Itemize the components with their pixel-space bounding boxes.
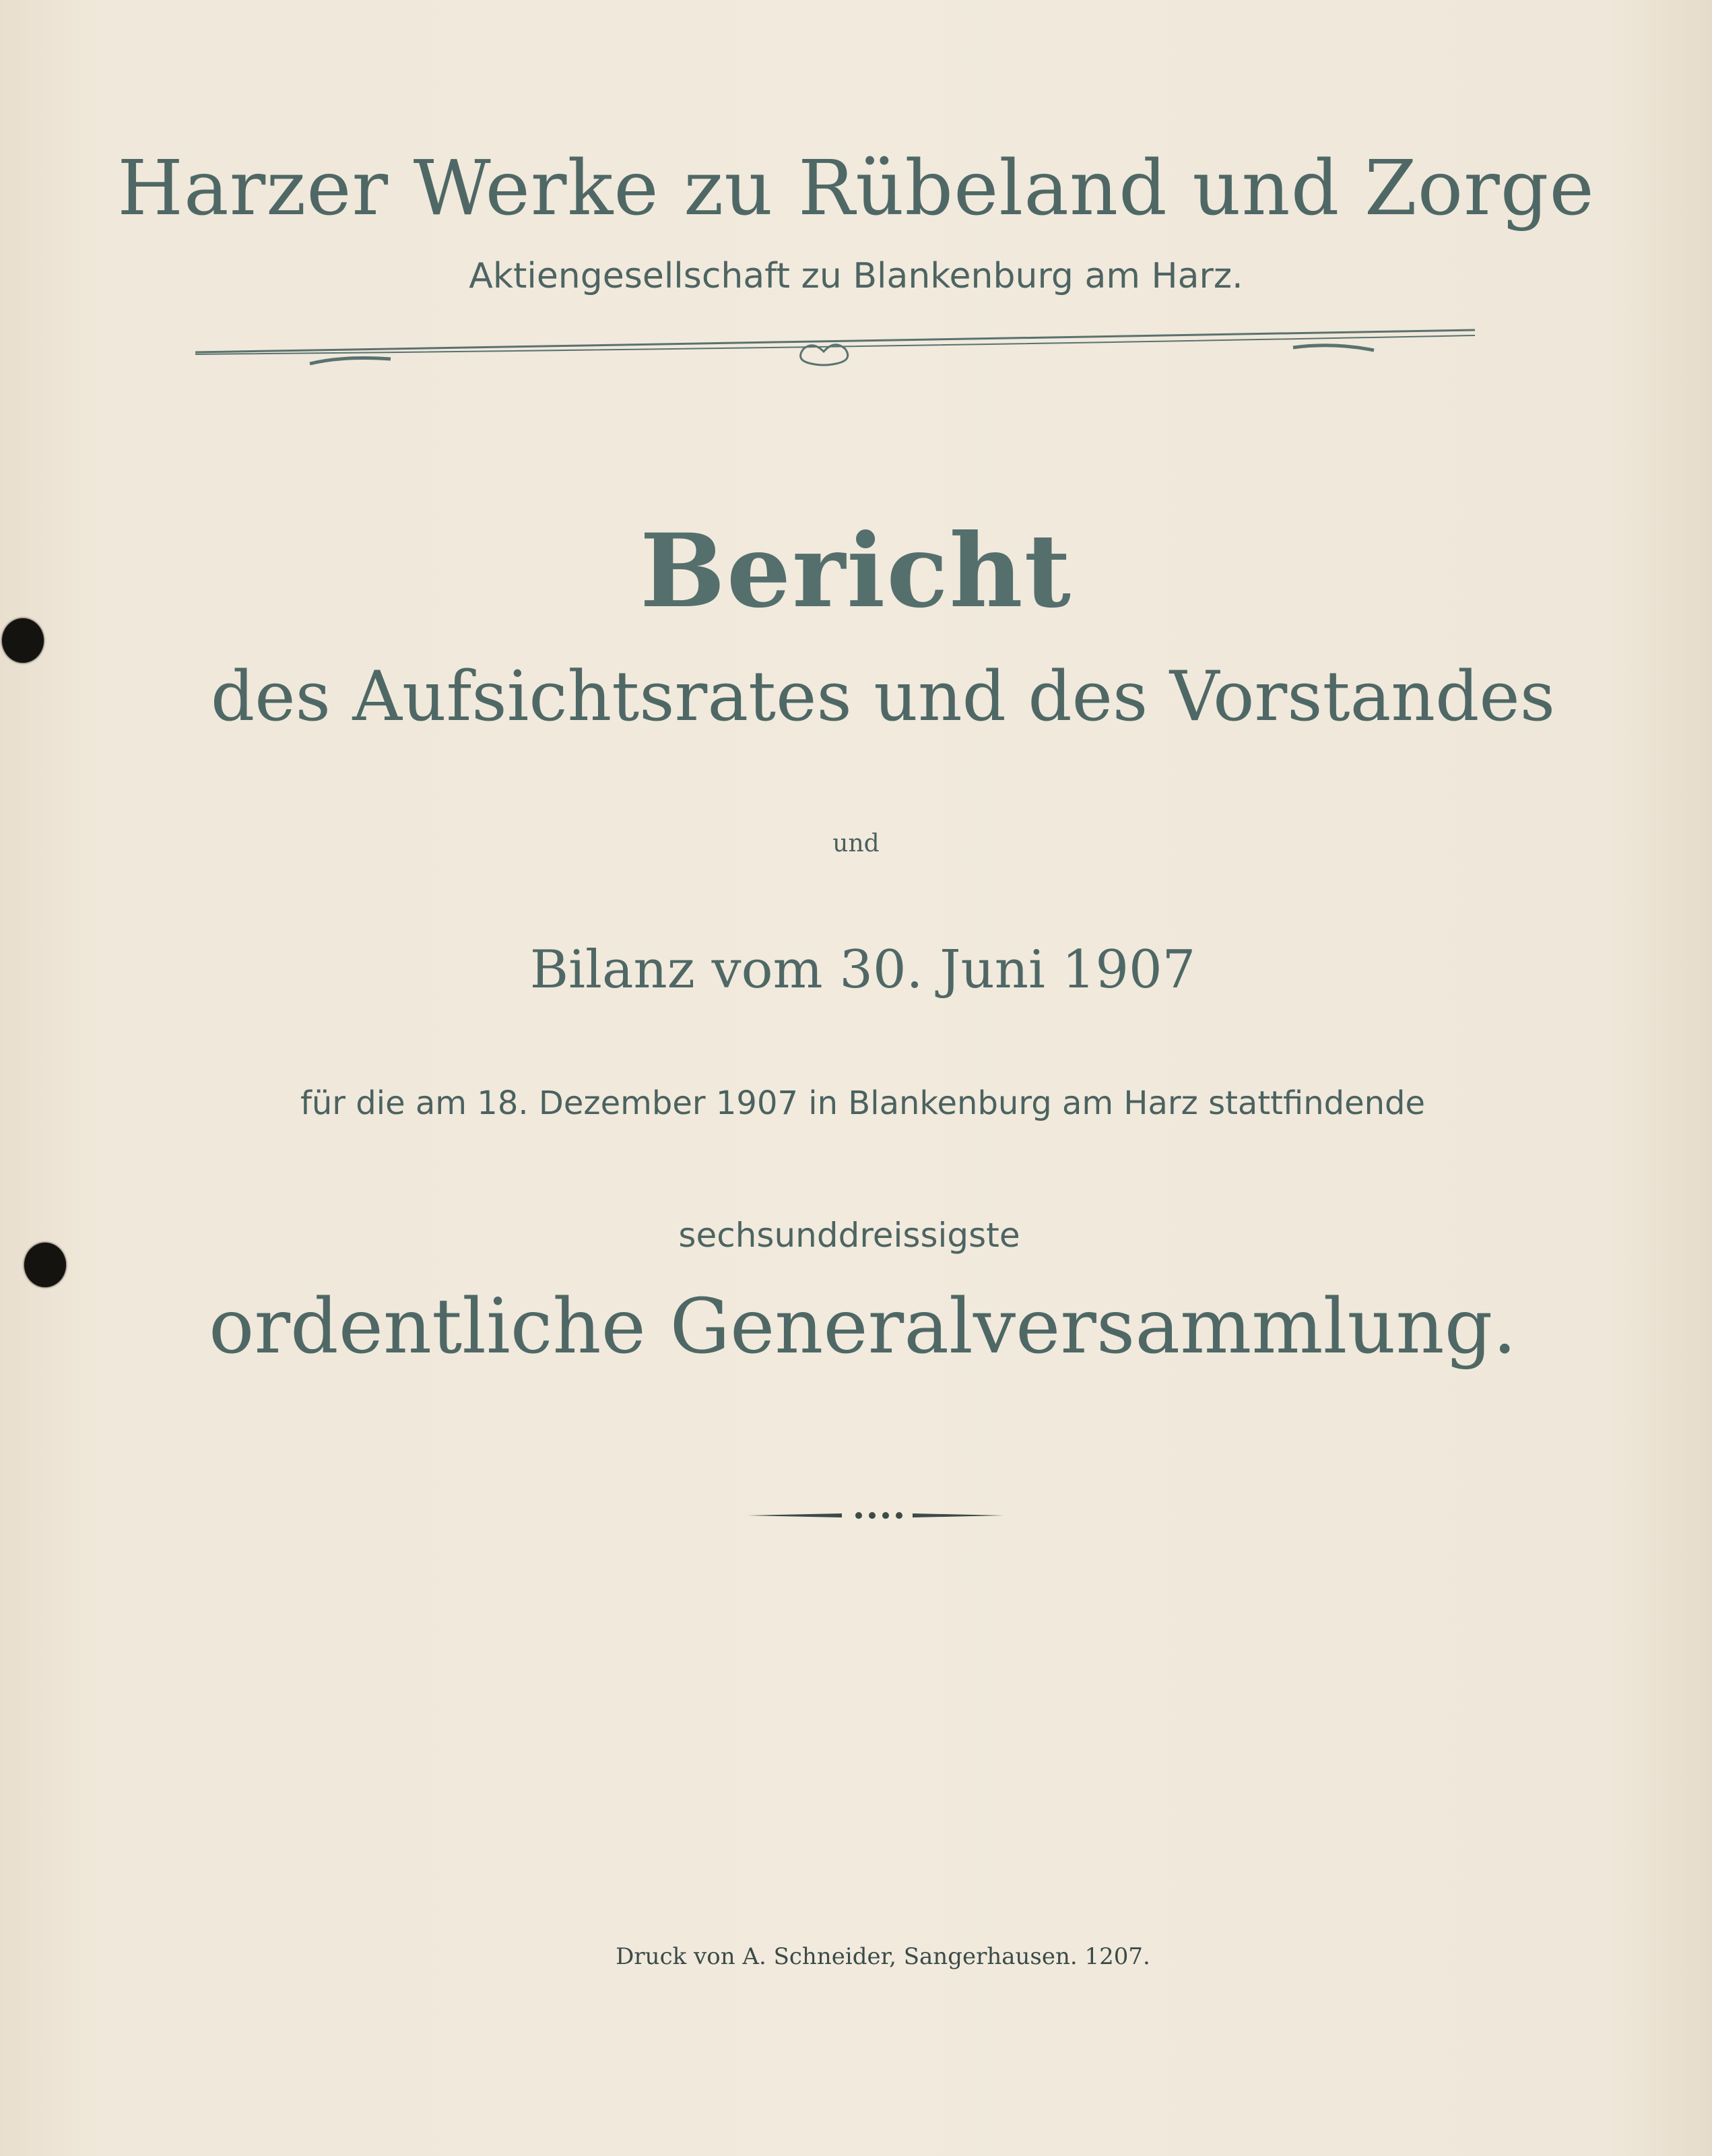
report-title: Bericht xyxy=(640,512,1072,630)
balance-line: Bilanz vom 30. Juni 1907 xyxy=(529,940,1196,1000)
report-subheading: des Aufsichtsrates und des Vorstandes xyxy=(210,657,1556,737)
occasion-line: für die am 18. Dezember 1907 in Blankenburg am Harz stattfindende xyxy=(300,1084,1426,1122)
ordinal-line: sechsunddreissigste xyxy=(678,1216,1020,1255)
assembly-title: ordentliche Generalversammlung. xyxy=(209,1283,1517,1371)
conjunction-text: und xyxy=(832,830,880,857)
printer-imprint: Druck von A. Schneider, Sangerhausen. 1207. xyxy=(616,1943,1150,1970)
company-name: Harzer Werke zu Rübeland und Zorge xyxy=(117,145,1595,232)
ornamental-dot-rule-icon xyxy=(741,1505,1010,1526)
company-subtitle: Aktiengesellschaft zu Blankenburg am Harz. xyxy=(469,256,1243,296)
ornamental-rule-icon xyxy=(189,322,1482,383)
